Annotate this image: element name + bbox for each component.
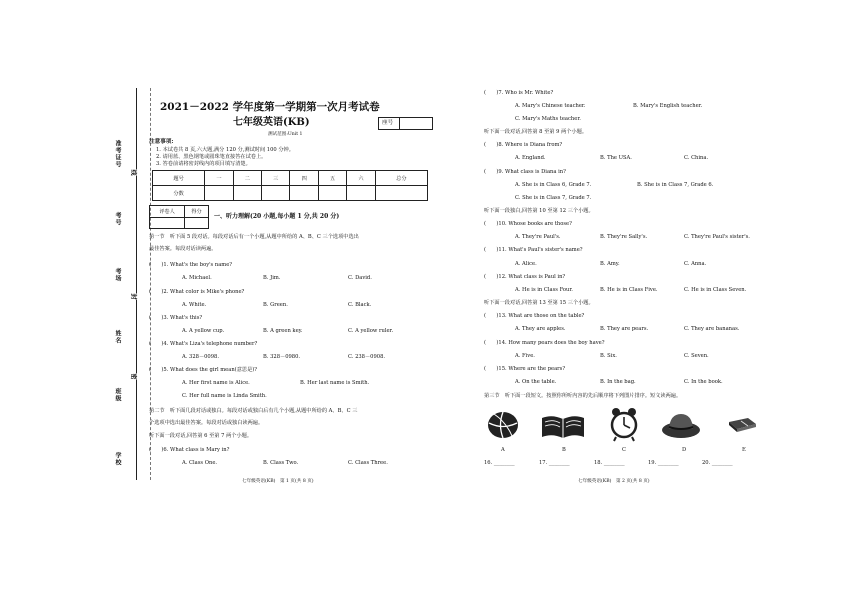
answer-blank-16[interactable]: 16. ________ [484, 460, 515, 466]
option-c[interactable]: C. He is in Class Seven. [684, 287, 747, 293]
answer-blank-20[interactable]: 20. ________ [702, 460, 733, 466]
name-label: 姓名 [114, 330, 121, 344]
option-c[interactable]: C. David. [348, 275, 372, 281]
question-13: ( )13. What are those on the table? [484, 313, 585, 319]
score-row-label: 分数 [153, 186, 205, 201]
answer-blank-17[interactable]: 17. ________ [539, 460, 570, 466]
class-label: 班级 [114, 388, 121, 402]
picture-label-b: B [562, 447, 566, 453]
eraser-icon [726, 416, 758, 434]
question-4: ( )4. What's Liza's telephone number? [149, 341, 258, 347]
option-a[interactable]: A. Michael. [182, 275, 212, 281]
picture-label-e: E [742, 447, 746, 453]
notice-title: 注意事项: [149, 139, 174, 145]
score-head: 题号 [153, 171, 205, 186]
part1-title: 一、听力理解(20 小题,每小题 1 分,共 20 分) [214, 213, 340, 220]
score-cell[interactable] [262, 186, 290, 201]
option-b[interactable]: B. Mary's English teacher. [633, 103, 703, 109]
notice-item: 1. 本试卷共 8 页,六大题,满分 120 分,测试时间 100 分钟。 [156, 147, 294, 153]
option-a[interactable]: A. She is in Class 6, Grade 7. [515, 182, 592, 188]
option-c[interactable]: C. Her full name is Linda Smith. [182, 393, 267, 399]
score-table [152, 170, 428, 201]
question-14: ( )14. How many pears does the boy have? [484, 340, 605, 346]
option-c[interactable]: C. In the book. [684, 379, 723, 385]
footer-left: 七年级英语(KB) 第 1 页(共 8 页) [242, 479, 314, 484]
answer-blank-18[interactable]: 18. ________ [594, 460, 625, 466]
score-head: 一 [205, 171, 233, 186]
option-c[interactable]: C. A yellow ruler. [348, 328, 394, 334]
score-cell[interactable] [375, 186, 427, 201]
option-b[interactable]: B. Her last name is Smith. [300, 380, 370, 386]
exam-subject: 七年级英语(KB) [233, 117, 310, 128]
option-a[interactable]: A. 328－0098. [182, 354, 219, 360]
question-11: ( )11. What's Paul's sister's name? [484, 247, 583, 253]
option-c[interactable]: C. They're Paul's sister's. [684, 234, 750, 240]
seat-label: 座号 [382, 120, 394, 126]
intro-10: 听下面一段独白,回答第 10 至第 12 三个小题。 [484, 208, 594, 214]
question-10: ( )10. Whose books are those? [484, 221, 572, 227]
question-5: ( )5. What does the girl mean(意思是)? [149, 367, 258, 373]
question-3: ( )3. What's this? [149, 315, 203, 321]
option-a[interactable]: A. Class One. [182, 460, 218, 466]
question-1: ( )1. What's the boy's name? [149, 262, 233, 268]
picture-label-a: A [501, 447, 505, 453]
grader-cell[interactable] [184, 217, 208, 229]
alarm-clock-icon [609, 406, 639, 442]
option-b[interactable]: B. They are pears. [600, 326, 649, 332]
score-cell[interactable] [233, 186, 261, 201]
grader-label: 得分 [184, 206, 208, 218]
score-head: 四 [290, 171, 318, 186]
intro-8: 听下面一段对话,回答第 8 至第 9 两个小题。 [484, 129, 588, 135]
question-15: ( )15. Where are the pears? [484, 366, 566, 372]
option-a[interactable]: A. White. [182, 302, 207, 308]
footer-right: 七年级英语(KB) 第 2 页(共 8 页) [578, 479, 650, 484]
option-b[interactable]: B. He is in Class Five. [600, 287, 658, 293]
question-12: ( )12. What class is Paul in? [484, 274, 566, 280]
question-8: ( )8. Where is Diana from? [484, 142, 563, 148]
option-c[interactable]: C. 238－0908. [348, 354, 386, 360]
admit-no-label: 准考证号 [114, 140, 121, 168]
seal-mark-seal2: 封 [129, 293, 137, 300]
score-cell[interactable] [205, 186, 233, 201]
option-c[interactable]: C. Seven. [684, 353, 709, 359]
exam-title: 2021－2022 学年度第一学期第一次月考试卷 [160, 101, 380, 113]
score-cell[interactable] [290, 186, 318, 201]
score-head: 二 [233, 171, 261, 186]
basketball-icon [486, 410, 520, 440]
option-c[interactable]: C. Class Three. [348, 460, 388, 466]
intro-13: 听下面一段对话,回答第 13 至第 15 三个小题。 [484, 300, 594, 306]
option-a[interactable]: A. He is in Class Four. [515, 287, 573, 293]
answer-blank-19[interactable]: 19. ________ [648, 460, 679, 466]
grader-label: 评卷人 [150, 206, 185, 218]
score-head: 总分 [375, 171, 427, 186]
option-c[interactable]: C. Black. [348, 302, 372, 308]
sec2-line3: 听下面一段对话,回答第 6 至第 7 两个小题。 [149, 433, 253, 439]
option-b[interactable]: B. She is in Class 7, Grade 6. [637, 182, 714, 188]
sec1-line2: 最佳答案。每段对话读两遍。 [149, 246, 217, 252]
sec1-line1: 第一节 听下面 5 段对话。每段对话后有一个小题,从题中所给的 A、B、C 三个选项中选出 [149, 234, 359, 240]
score-head: 五 [318, 171, 346, 186]
option-b[interactable]: B. Six. [600, 353, 617, 359]
option-a[interactable]: A. On the table. [515, 379, 557, 385]
seat-box[interactable] [378, 117, 433, 130]
question-7: ( )7. Who is Mr. White? [484, 90, 554, 96]
option-b[interactable]: B. Green. [263, 302, 288, 308]
score-head: 六 [347, 171, 375, 186]
option-b[interactable]: B. Amy. [600, 261, 620, 267]
option-b[interactable]: B. 328－0980. [263, 354, 301, 360]
sec2-line2: 个选项中选出最佳答案。每段对话或独白读两遍。 [149, 420, 264, 426]
notice-item: 3. 答卷前请将密封线内的项目填写清楚。 [156, 161, 251, 167]
grader-cell[interactable] [150, 217, 185, 229]
score-head: 三 [262, 171, 290, 186]
option-a[interactable]: A. Five. [515, 353, 535, 359]
sec2-line1: 第二节 听下面几段对话或独白。每段对话或独白后有几个小题,从题中所给的 A、B、C 三 [149, 408, 358, 414]
question-2: ( )2. What color is Mike's phone? [149, 289, 245, 295]
option-c[interactable]: C. China. [684, 155, 709, 161]
option-b[interactable]: B. A green key. [263, 328, 303, 334]
option-a[interactable]: A. Mary's Chinese teacher. [515, 103, 586, 109]
option-c[interactable]: C. Anna. [684, 261, 707, 267]
option-b[interactable]: B. Jim. [263, 275, 281, 281]
option-a[interactable]: A. Her first name is Alice. [182, 380, 250, 386]
option-a[interactable]: A. They are apples. [515, 326, 566, 332]
picture-label-d: D [682, 447, 687, 453]
option-a[interactable]: A. They're Paul's. [515, 234, 561, 240]
option-a[interactable]: A. England. [515, 155, 546, 161]
option-b[interactable]: B. Class Two. [263, 460, 299, 466]
school-label: 学校 [114, 452, 121, 466]
open-book-icon [540, 412, 586, 440]
option-b[interactable]: B. They're Sally's. [600, 234, 648, 240]
score-cell[interactable] [318, 186, 346, 201]
exam-no-label: 考号 [114, 212, 121, 226]
sec3-instruction: 第三节 听下面一段短文。按照你所听内容的先后顺序将下列图片排序。短文读两遍。 [484, 393, 682, 399]
test-scope: 测试范围:Unit 1 [268, 132, 303, 137]
option-b[interactable]: B. The USA. [600, 155, 632, 161]
exam-room-label: 考场 [114, 268, 121, 282]
seal-mark-line: 线 [129, 169, 137, 176]
option-a[interactable]: A. Alice. [515, 261, 537, 267]
notice-item: 2. 请用蓝、黑色钢笔或圆珠笔直接答在试卷上。 [156, 154, 267, 160]
seat-divider [399, 118, 400, 129]
option-a[interactable]: A. A yellow cup. [182, 328, 225, 334]
question-6: ( )6. What class is Mary in? [149, 447, 230, 453]
grader-table [149, 205, 209, 229]
seal-mark-seal: 密 [129, 373, 137, 380]
option-b[interactable]: B. In the bag. [600, 379, 636, 385]
option-c[interactable]: C. She is in Class 7, Grade 7. [515, 195, 592, 201]
hat-icon [660, 410, 702, 440]
picture-label-c: C [622, 447, 626, 453]
option-c[interactable]: C. They are bananas. [684, 326, 740, 332]
question-9: ( )9. What class is Diana in? [484, 169, 566, 175]
score-cell[interactable] [347, 186, 375, 201]
binding-line [136, 88, 137, 480]
option-c[interactable]: C. Mary's Maths teacher. [515, 116, 581, 122]
